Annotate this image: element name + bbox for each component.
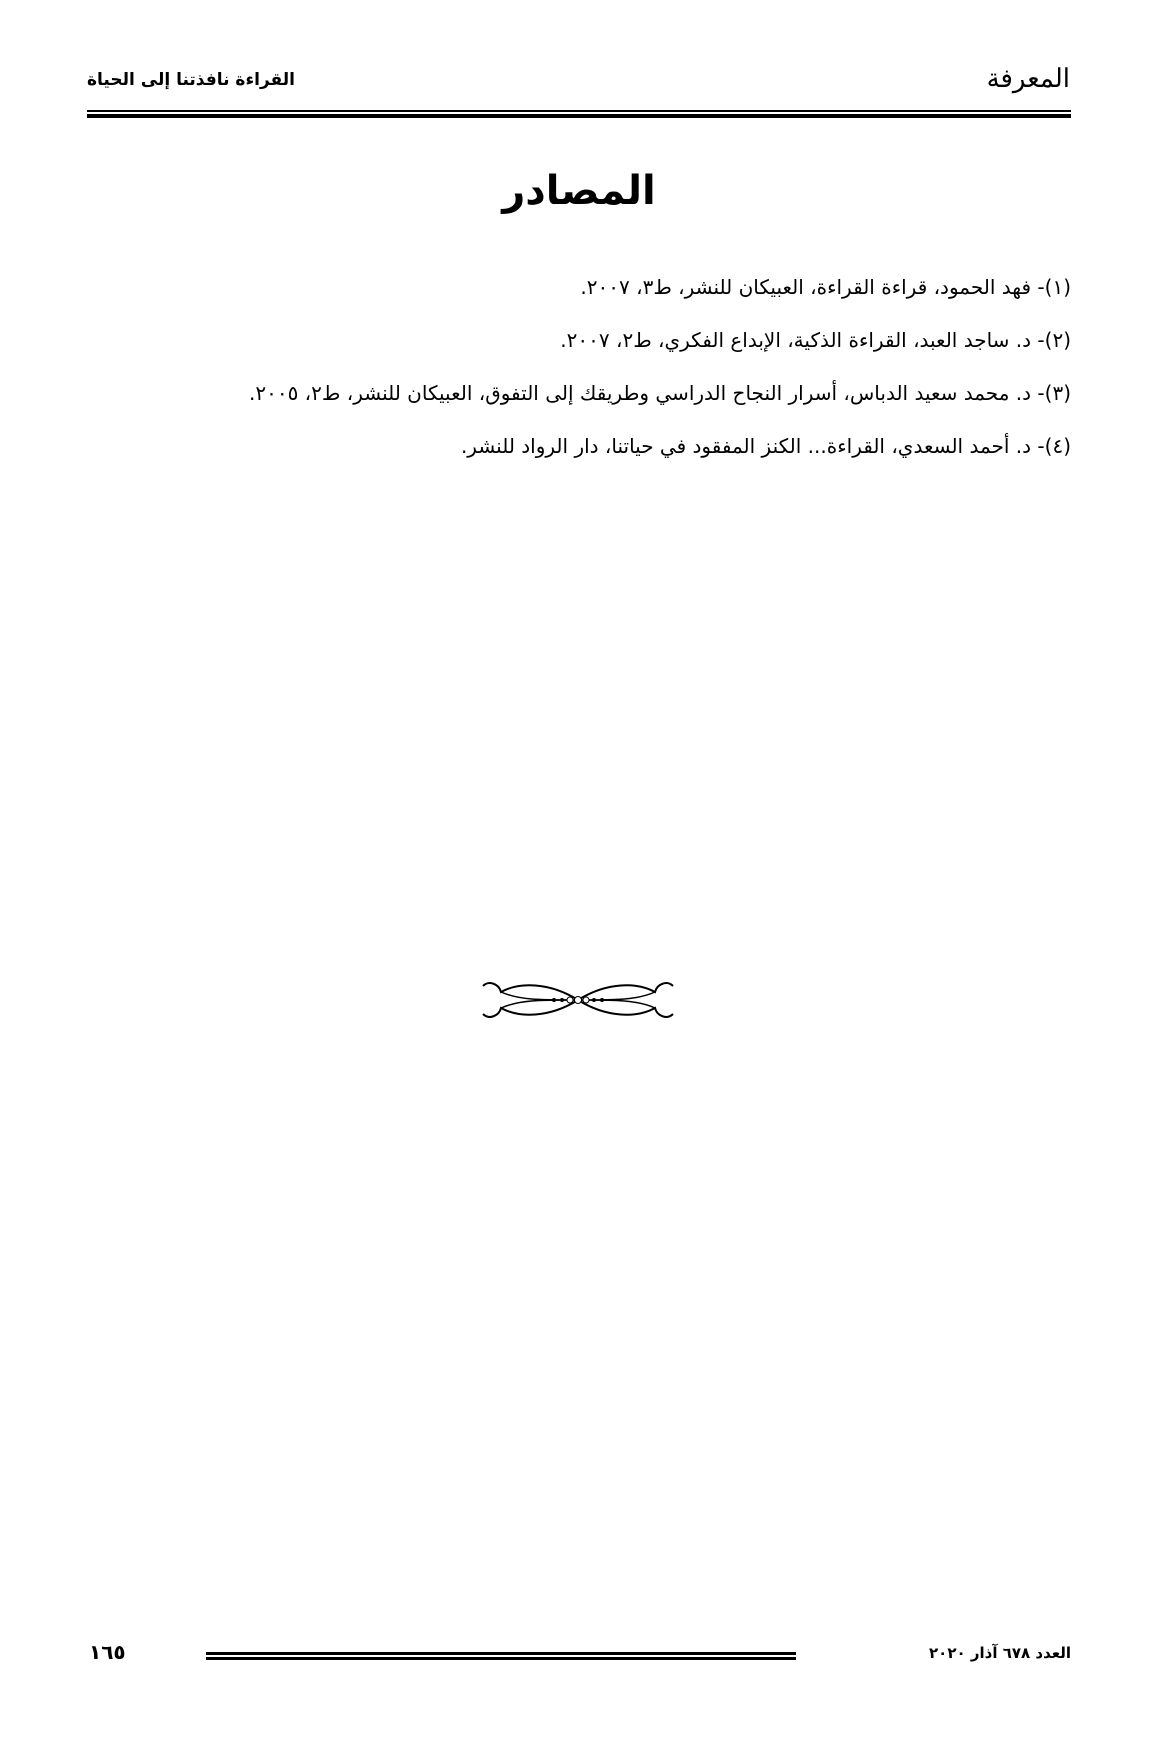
reference-item: (٤)- د. أحمد السعدي، القراءة... الكنز المفقود في حياتنا، دار الرواد للنشر. (460, 434, 1071, 458)
reference-item: (٢)- د. ساجد العبد، القراءة الذكية، الإبداع الفكري، ط٢، ٢٠٠٧. (560, 328, 1071, 352)
reference-item: (١)- فهد الحمود، قراءة القراءة، العبيكان للنشر، ط٣، ٢٠٠٧. (580, 275, 1071, 299)
reference-item: (٣)- د. محمد سعيد الدباس، أسرار النجاح الدراسي وطريقك إلى التفوق، العبيكان للنشر، ط٢، ٢٠٠٥. (249, 381, 1071, 405)
ornament-divider-icon (479, 978, 677, 1022)
header-rule (87, 110, 1071, 118)
references-list (100, 268, 1071, 480)
footer-rule (206, 1652, 796, 1660)
page-number: ١٦٥ (89, 1640, 126, 1664)
issue-info: العدد ٦٧٨ آذار ٢٠٢٠ (929, 1644, 1071, 1662)
running-title: القراءة نافذتنا إلى الحياة (87, 70, 295, 90)
page-title: المصادر (502, 168, 656, 214)
journal-logo: المعرفة (986, 64, 1070, 94)
